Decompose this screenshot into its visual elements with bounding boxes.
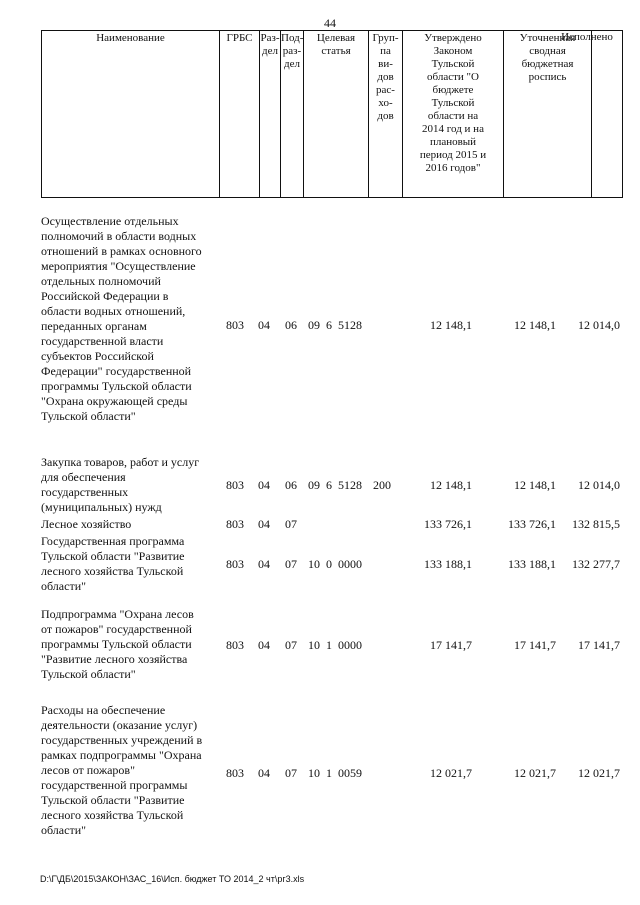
row-utochneno: 133 188,1 bbox=[508, 557, 556, 571]
row-utverzhdeno: 133 726,1 bbox=[424, 517, 472, 531]
row-utverzhdeno: 17 141,7 bbox=[430, 638, 472, 652]
row-name: Подпрограмма "Охрана лесов от пожаров" государственной программы Тульской области "Развитие лесного хозяйства Тульской области" bbox=[41, 607, 194, 681]
row-celevaya-2: 1 bbox=[326, 766, 332, 780]
row-celevaya-1: 09 bbox=[308, 318, 320, 332]
table-header bbox=[41, 30, 623, 198]
row-podrazdel: 07 bbox=[285, 638, 297, 652]
row-podrazdel: 07 bbox=[285, 557, 297, 571]
row-ispolneno: 132 815,5 bbox=[572, 517, 620, 531]
row-razdel: 04 bbox=[258, 638, 270, 652]
row-name: Лесное хозяйство bbox=[41, 517, 132, 531]
row-utochneno: 12 148,1 bbox=[514, 318, 556, 332]
row-celevaya-2: 1 bbox=[326, 638, 332, 652]
header-name: Наименование bbox=[42, 31, 220, 197]
header-ispolneno-label: Исполнено bbox=[561, 31, 613, 43]
row-celevaya-1: 10 bbox=[308, 638, 320, 652]
header-razdel: Раз- дел bbox=[260, 31, 281, 197]
row-razdel: 04 bbox=[258, 517, 270, 531]
file-path-footer: D:\Г\ДБ\2015\ЗАКОН\ЗАС_16\Исп. бюджет ТО 2014_2 чт\рг3.xls bbox=[40, 874, 305, 884]
row-utverzhdeno: 12 021,7 bbox=[430, 766, 472, 780]
row-ispolneno: 12 014,0 bbox=[578, 478, 620, 492]
page-number: 44 bbox=[324, 16, 336, 30]
row-podrazdel: 06 bbox=[285, 318, 297, 332]
row-grbs: 803 bbox=[226, 318, 244, 332]
row-podrazdel: 07 bbox=[285, 766, 297, 780]
row-ispolneno: 12 014,0 bbox=[578, 318, 620, 332]
row-grbs: 803 bbox=[226, 478, 244, 492]
row-celevaya-1: 09 bbox=[308, 478, 320, 492]
row-celevaya-2: 6 bbox=[326, 478, 332, 492]
row-grbs: 803 bbox=[226, 517, 244, 531]
row-utochneno: 17 141,7 bbox=[514, 638, 556, 652]
row-grbs: 803 bbox=[226, 638, 244, 652]
row-celevaya-3: 0000 bbox=[338, 638, 362, 652]
row-celevaya-3: 5128 bbox=[338, 318, 362, 332]
row-utochneno: 12 021,7 bbox=[514, 766, 556, 780]
row-celevaya-1: 10 bbox=[308, 557, 320, 571]
row-name: Осуществление отдельных полномочий в области водных отношений в рамках основного мероприятия "Осуществление отдельных полномочий Российской Федерации в области водных отношений, переданных органам государственной власти субъектов Российской Федерации" государственной программы Тульской области "Охрана окружающей среды Тульской области" bbox=[41, 214, 202, 423]
row-podrazdel: 07 bbox=[285, 517, 297, 531]
header-podrazdel: Под- раз- дел bbox=[281, 31, 304, 197]
row-grbs: 803 bbox=[226, 557, 244, 571]
row-name: Расходы на обеспечение деятельности (оказание услуг) государственных учреждений в рамках подпрограммы "Охрана лесов от пожаров" государственной программы Тульской области "Развитие лесного хозяйства Тульской области" bbox=[41, 703, 203, 837]
row-razdel: 04 bbox=[258, 766, 270, 780]
header-celevaya-statya: Целевая статья bbox=[304, 31, 369, 197]
row-celevaya-3: 5128 bbox=[338, 478, 362, 492]
row-ispolneno: 12 021,7 bbox=[578, 766, 620, 780]
row-vid: 200 bbox=[373, 478, 391, 492]
row-podrazdel: 06 bbox=[285, 478, 297, 492]
row-grbs: 803 bbox=[226, 766, 244, 780]
row-celevaya-1: 10 bbox=[308, 766, 320, 780]
row-celevaya-3: 0000 bbox=[338, 557, 362, 571]
row-utochneno: 133 726,1 bbox=[508, 517, 556, 531]
row-celevaya-2: 6 bbox=[326, 318, 332, 332]
row-utverzhdeno: 12 148,1 bbox=[430, 318, 472, 332]
row-razdel: 04 bbox=[258, 318, 270, 332]
row-razdel: 04 bbox=[258, 478, 270, 492]
row-ispolneno: 132 277,7 bbox=[572, 557, 620, 571]
row-name: Закупка товаров, работ и услуг для обеспечения государственных (муниципальных) нужд bbox=[41, 455, 200, 514]
row-name: Государственная программа Тульской области "Развитие лесного хозяйства Тульской области" bbox=[41, 534, 185, 593]
row-utochneno: 12 148,1 bbox=[514, 478, 556, 492]
row-utverzhdeno: 12 148,1 bbox=[430, 478, 472, 492]
row-celevaya-3: 0059 bbox=[338, 766, 362, 780]
header-utochnennaya: Уточненная сводная бюджетная роспись bbox=[504, 31, 592, 197]
header-utverzhdeno: Утверждено Законом Тульской области "О бюджете Тульской области на 2014 год и на плановый период 2015 и 2016 годов" bbox=[403, 31, 504, 197]
header-grbs: ГРБС bbox=[220, 31, 260, 197]
row-utverzhdeno: 133 188,1 bbox=[424, 557, 472, 571]
header-ispolneno bbox=[592, 31, 622, 197]
row-ispolneno: 17 141,7 bbox=[578, 638, 620, 652]
row-celevaya-2: 0 bbox=[326, 557, 332, 571]
header-gruppa-vidov: Груп- па ви- дов рас- хо- дов bbox=[369, 31, 403, 197]
row-razdel: 04 bbox=[258, 557, 270, 571]
